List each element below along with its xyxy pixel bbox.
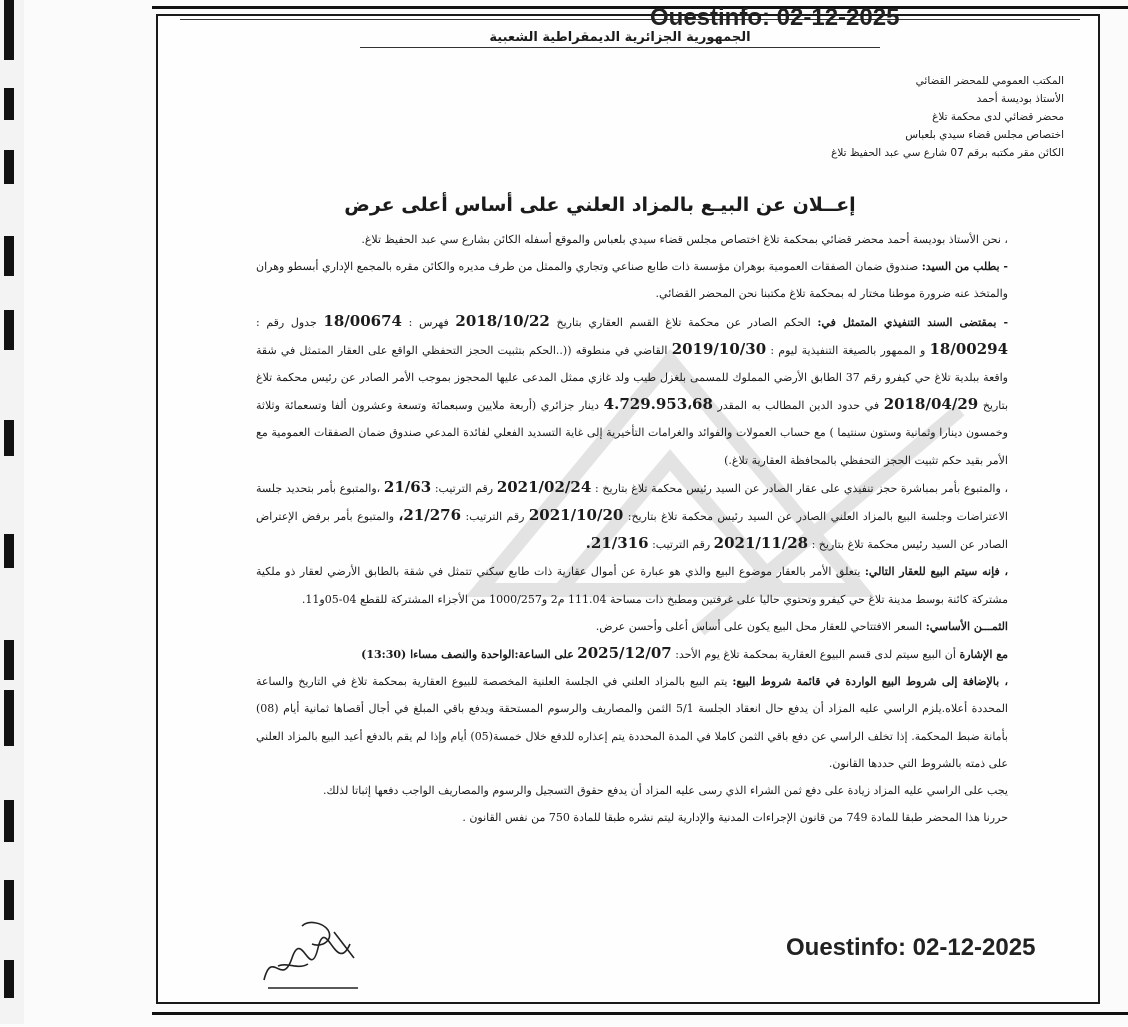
orders-text: والمتبوع بأمر برفض الإعتراض الصادر عن السيد رئيس محكمة تلاغ بتاريخ : <box>256 510 1008 552</box>
seizure-order-number: 21/63 <box>383 477 432 496</box>
enforcement-text: جدول رقم : <box>256 315 317 329</box>
orders-paragraph <box>256 474 1008 559</box>
enforcement-text: القاضي في منطوقه ((..الحكم بتثبيت الحجز التحفظي الواقع على العقار المتمثل في شقة واقعة ببلدية تلاغ حي كيفرو رقم 37 الطابق الأرضي المملوك للمسمى بلغزل طيب ولد غازي ممثل المدعى عليها المحجوز بموجب الأمر الصادر عن رئيس محكمة تلاغ بتاريخ <box>256 343 1009 413</box>
orders-text: ، والمتبوع بأمر بمباشرة حجز تنفيذي على عقار الصادر عن السيد رئيس محكمة تلاغ بتاريخ : <box>594 481 1009 495</box>
sale-date: 2025/12/07 <box>577 644 672 663</box>
scan-mark <box>4 0 14 60</box>
scan-mark <box>4 150 14 184</box>
scan-mark <box>4 236 14 276</box>
scan-mark <box>4 800 14 842</box>
bailiff-signature-stamp <box>258 918 368 998</box>
property-text: يتعلق الأمر بالعقار موضوع البيع والذي هو عبارة عن أموال عقارية ذات طابع سكني تتمثل في شقة بالطابق الأرضي لعقار ذو ملكية مشتركة كائنة بوسط مدينة تلاغ حي كيفرو وتحتوي حاليا على غرفتين ومطبخ ذات مساحة 111.04 م2 و1000/257 من الأجزاء المشتركة للقطع 04-05و11. <box>256 565 1008 606</box>
scan-mark <box>4 880 14 920</box>
docket-number: 18/00294 <box>929 339 1009 358</box>
objection-rejection-number: 21/316. <box>585 534 649 553</box>
requester-paragraph <box>256 253 1008 307</box>
orders-text: رقم الترتيب: <box>652 538 711 552</box>
seizure-order-date: 2018/04/29 <box>883 395 979 414</box>
sale-conditions-paragraph <box>256 668 1008 777</box>
enforcement-text: فهرس : <box>408 315 449 329</box>
scan-mark <box>4 960 14 998</box>
scan-mark <box>4 88 14 120</box>
base-price-label: الثمـــن الأساسي: <box>925 619 1008 633</box>
enforcement-label: - بمقتضى السند التنفيذي المتمثل في: <box>817 315 1009 329</box>
legal-basis-paragraph: حررنا هذا المحضر طبقا للمادة 749 من قانون الإجراءات المدنية والإدارية ليتم نشره طبقا للمادة 750 من نفس القانون . <box>462 811 1008 825</box>
buyer-obligations-paragraph: يجب على الراسي عليه المزاد زيادة على دفع ثمن الشراء الذي رسى عليه المزاد أن يدفع حقوق التسجيل والرسوم والمصاريف الواجب دفعها إثباتا لذلك. <box>323 784 1008 798</box>
enforcement-text: و الممهور بالصيغة التنفيذية ليوم : <box>770 343 926 357</box>
objection-rejection-date: 2021/11/28 <box>713 534 809 553</box>
scan-mark <box>4 640 14 680</box>
note-label: مع الإشارة <box>959 648 1008 662</box>
sale-date-paragraph <box>256 640 1008 668</box>
scan-mark <box>4 690 14 746</box>
property-label: ، فإنه سيتم البيع للعقار التالي: <box>864 565 1009 579</box>
office-line: الكائن مقر مكتبه برقم 07 شارع سي عبد الحفيظ تلاغ <box>831 147 1064 159</box>
judgment-date: 2018/10/22 <box>455 311 550 330</box>
enforcement-formula-date: 2019/10/30 <box>671 339 767 358</box>
bailiff-office-block <box>724 72 1064 162</box>
office-line: الأستاذ بوديسة أحمد <box>976 93 1064 105</box>
sale-conditions-text: يتم البيع بالمزاد العلني في الجلسة العلنية المخصصة للبيوع العقارية بمحكمة تلاغ في التاريخ والساعة المحددة أعلاه.يلزم الراسي عليه المزاد أن يدفع حال انعقاد الجلسة 5/1 الثمن والمصاريف والرسوم المستحقة ويدفع باقي المبلغ في أجال أقصاها ثمانية أيام (08) بأمانة ضبط المحكمة. إذا تخلف الراسي عن دفع باقي الثمن كاملا في المدة المحددة يتم إعذاره للدفع خلال خمسة(05) أيام وإذا لم يقم بالدفع أعيد البيع بالمزاد العلني على ذمته بالشروط التي حددها القانون. <box>256 675 1008 770</box>
notice-title: إعــلان عن البيـع بالمزاد العلني على أساس أعلى عرض <box>344 194 856 216</box>
enforcement-text: دينار جزائري (أربعة ملايين وسبعمائة وتسعة وعشرون ألفا وتسعمائة وثلاثة وخمسون دينارا وثمانية وستون سنتيما ) مع حساب العمولات والفوائد والغرامات التأخيرية إلى غاية التسديد الفعلي لفائدة المدعي صندوق ضمان الصفقات العمومية مع الأمر بقيد حكم تثبيت الحجز التحفظي بالمحافظة العقارية تلاغ.) <box>256 399 1008 467</box>
sale-time: على الساعة:الواحدة والنصف مساءا (13:30) <box>361 648 574 662</box>
debt-amount: 4.729.953،68 <box>603 395 713 414</box>
page-frame-bottom <box>152 1012 1128 1027</box>
hearing-order-date: 2021/10/20 <box>528 506 624 525</box>
scan-mark <box>4 534 14 568</box>
sale-date-text: أن البيع سيتم لدى قسم البيوع العقارية بمحكمة تلاغ يوم الأحد: <box>675 648 956 662</box>
base-price-text: السعر الافتتاحي للعقار محل البيع يكون على أساس أعلى وأحسن عرض. <box>595 619 923 633</box>
base-price-paragraph <box>256 613 1008 640</box>
enforcement-text: الحكم الصادر عن محكمة تلاغ القسم العقاري بتاريخ <box>556 315 811 329</box>
orders-text: رقم الترتيب: <box>465 510 525 524</box>
enforcement-text: في حدود الدين المطالب به المقدر <box>717 399 880 413</box>
sale-conditions-label: ، بالإضافة إلى شروط البيع الواردة في قائمة شروط البيع: <box>732 675 1008 689</box>
office-line: المكتب العمومي للمحضر القضائي <box>915 75 1064 87</box>
enforcement-title-paragraph <box>256 308 1008 474</box>
date-stamp-bottom: Ouestinfo: 02-12-2025 <box>786 934 1036 961</box>
notice-body <box>256 226 1008 831</box>
requester-label: - بطلب من السيد: <box>921 260 1008 274</box>
republic-header: الجمهورية الجزائرية الديمقراطية الشعبية <box>360 30 880 48</box>
orders-text: ،والمتبوع بأمر بتحديد جلسة الاعتراضات وجلسة البيع بالمزاد العلني الصادر عن السيد رئيس محكمة تلاغ بتاريخ: <box>256 481 1008 524</box>
orders-text: رقم الترتيب: <box>434 481 494 495</box>
date-stamp-top: Ouestinfo: 02-12-2025 <box>650 4 900 31</box>
scan-margin <box>0 0 24 1024</box>
office-line: اختصاص مجلس قضاء سيدي بلعباس <box>905 129 1064 141</box>
scan-mark <box>4 420 14 456</box>
scan-mark <box>4 310 14 350</box>
index-number: 18/00674 <box>323 311 402 330</box>
intro-paragraph: ، نحن الأستاذ بوديسة أحمد محضر قضائي بمحكمة تلاغ اختصاص مجلس قضاء سيدي بلعباس والموقع أسفله الكائن بشارع سي عبد الحفيظ تلاغ. <box>361 233 1008 246</box>
property-paragraph <box>256 558 1008 612</box>
office-line: محضر قضائي لدى محكمة تلاغ <box>932 111 1064 123</box>
seizure-date: 2021/02/24 <box>496 477 592 496</box>
requester-text: صندوق ضمان الصفقات العمومية بوهران مؤسسة ذات طابع صناعي وتجاري والممثل من طرف مديره والكائن مقره بالمجمع الإداري أبسطو وهران والمتخذ عنه ضرورة موطنا مختار له بمحكمة تلاغ مكتبنا نحن المحضر القضائي. <box>256 260 1008 301</box>
hearing-order-number: 21/276، <box>398 506 462 525</box>
